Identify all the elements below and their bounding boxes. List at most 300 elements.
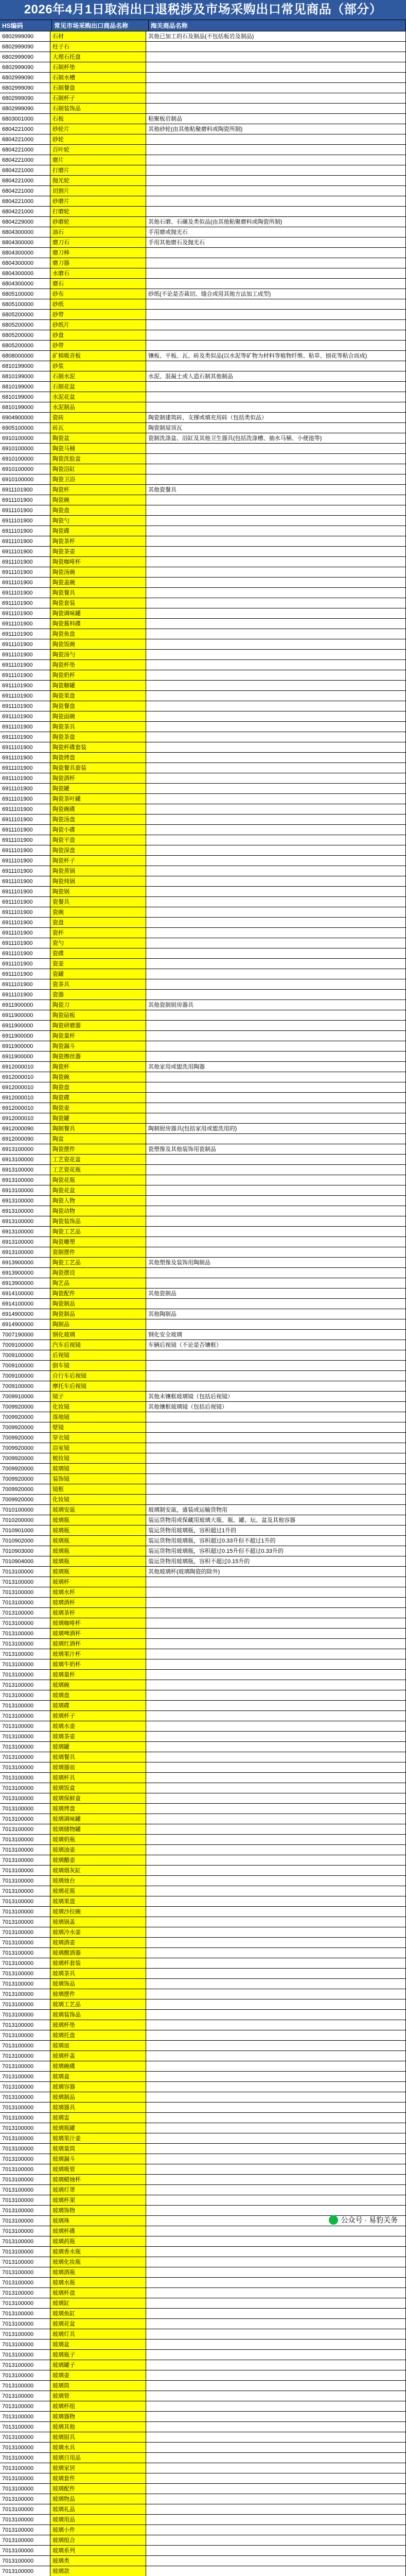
customs-name-cell <box>146 382 406 392</box>
customs-name-cell <box>146 2113 406 2123</box>
table-row <box>0 248 406 258</box>
market-name-cell: 玻璃镜 <box>50 1464 146 1474</box>
hs-code-cell: 7013100000 <box>0 1762 50 1773</box>
market-name-cell: 玻璃茶壶 <box>50 1732 146 1742</box>
market-name-cell: 陶瓷茶叶罐 <box>50 794 146 804</box>
table-row <box>0 371 406 382</box>
market-name-cell: 砂纸片 <box>50 320 146 330</box>
hs-code-cell: 7013100000 <box>0 2061 50 2072</box>
customs-name-cell <box>146 815 406 825</box>
customs-name-cell <box>146 2020 406 2030</box>
table-header <box>0 20 406 31</box>
market-name-cell: 落地镜 <box>50 1412 146 1422</box>
table-row <box>0 1371 406 1381</box>
table-row <box>0 2257 406 2267</box>
customs-name-cell <box>146 1196 406 1206</box>
customs-name-cell <box>146 1206 406 1216</box>
market-name-cell: 镜框 <box>50 1484 146 1495</box>
hs-code-cell: 6802999090 <box>0 104 50 114</box>
table-row <box>0 382 406 392</box>
market-name-cell: 玻璃器具 <box>50 2103 146 2113</box>
customs-name-cell <box>146 444 406 454</box>
market-name-cell: 玻璃盆 <box>50 2340 146 2350</box>
table-row <box>0 2247 406 2257</box>
customs-name-cell <box>146 196 406 207</box>
table-row <box>0 1546 406 1556</box>
table-row <box>0 31 406 42</box>
table-row <box>0 1989 406 1999</box>
market-name-cell: 玻璃灯具 <box>50 2329 146 2340</box>
hs-code-cell: 7013100000 <box>0 2288 50 2298</box>
market-name-cell: 切割片 <box>50 186 146 196</box>
hs-code-cell: 6911101900 <box>0 784 50 794</box>
table-row <box>0 1742 406 1752</box>
hs-code-cell: 6911101900 <box>0 990 50 1000</box>
market-name-cell: 玻璃器物 <box>50 2412 146 2422</box>
hs-code-cell: 7013100000 <box>0 1618 50 1629</box>
customs-name-cell <box>146 1155 406 1165</box>
market-name-cell: 瓷碗 <box>50 907 146 918</box>
table-row <box>0 2288 406 2298</box>
customs-name-cell <box>146 1917 406 1927</box>
market-name-cell: 陶瓷配件 <box>50 1289 146 1299</box>
hs-code-cell: 7013100000 <box>0 2123 50 2133</box>
customs-name-cell <box>146 1010 406 1021</box>
table-row <box>0 2494 406 2504</box>
table-row <box>0 1639 406 1649</box>
hs-code-cell: 7013100000 <box>0 2340 50 2350</box>
table-row <box>0 341 406 351</box>
customs-name-cell <box>146 2566 406 2576</box>
hs-code-cell: 7009920000 <box>0 1474 50 1484</box>
hs-code-cell: 7013100000 <box>0 2298 50 2309</box>
hs-code-cell: 6805100000 <box>0 299 50 310</box>
market-name-cell: 玻璃醒酒器 <box>50 1948 146 1958</box>
market-name-cell: 玻璃酒壶 <box>50 1938 146 1948</box>
customs-name-cell <box>146 1752 406 1762</box>
hs-code-cell: 6911101900 <box>0 773 50 784</box>
table-row <box>0 227 406 238</box>
market-name-cell: 玻璃管 <box>50 2391 146 2401</box>
table-row <box>0 2525 406 2535</box>
table-row <box>0 732 406 742</box>
market-name-cell: 陶瓷套装 <box>50 598 146 608</box>
customs-name-cell: 瓷制洗涤盆、浴缸及其他卫生器具(包括洗涤槽、抽水马桶、小便池等) <box>146 433 406 444</box>
table-row <box>0 1979 406 1989</box>
table-row <box>0 2133 406 2144</box>
table-row <box>0 845 406 856</box>
customs-name-cell: 其他陶制品 <box>146 1309 406 1319</box>
hs-code-cell: 6911900000 <box>0 1052 50 1062</box>
hs-code-cell: 7010901000 <box>0 1526 50 1536</box>
table-row <box>0 2432 406 2443</box>
customs-name-cell <box>146 1969 406 1979</box>
table-row <box>0 1206 406 1216</box>
hs-code-cell: 6911101900 <box>0 588 50 598</box>
market-name-cell: 玻璃香水瓶 <box>50 2247 146 2257</box>
hs-code-cell: 6911101900 <box>0 650 50 660</box>
market-name-cell: 玻璃锅盖 <box>50 1917 146 1927</box>
customs-name-cell <box>146 2195 406 2206</box>
hs-code-cell: 7013100000 <box>0 2216 50 2226</box>
market-name-cell: 陶瓷杯碟套装 <box>50 742 146 753</box>
table-row <box>0 2113 406 2123</box>
table-row <box>0 1598 406 1608</box>
table-row <box>0 2463 406 2473</box>
table-row <box>0 1515 406 1526</box>
hs-code-cell: 7013100000 <box>0 1835 50 1845</box>
market-name-cell: 陶瓷咖啡杯 <box>50 557 146 567</box>
customs-name-cell <box>146 1031 406 1041</box>
hs-code-cell: 6805200000 <box>0 310 50 320</box>
market-name-cell: 玻璃杯子 <box>50 1711 146 1721</box>
customs-name-cell <box>146 145 406 155</box>
hs-code-cell: 7009920000 <box>0 1484 50 1495</box>
table-row <box>0 2484 406 2494</box>
market-name-cell: 陶瓷漏斗 <box>50 1041 146 1052</box>
hs-code-cell: 7013100000 <box>0 2350 50 2360</box>
hs-code-cell: 7013100000 <box>0 1721 50 1732</box>
market-name-cell: 抛光轮 <box>50 176 146 186</box>
customs-name-cell <box>146 2432 406 2443</box>
market-name-cell: 玻璃罐 <box>50 1742 146 1752</box>
hs-code-cell: 7010904000 <box>0 1556 50 1567</box>
customs-name-cell <box>146 1082 406 1093</box>
table-row <box>0 1876 406 1886</box>
hs-code-cell: 6911900000 <box>0 1010 50 1021</box>
customs-name-cell <box>146 2546 406 2556</box>
hs-code-cell: 7013100000 <box>0 1866 50 1876</box>
market-name-cell: 陶瓷餐具套装 <box>50 763 146 773</box>
market-name-cell: 玻璃水具 <box>50 2443 146 2453</box>
hs-code-cell: 6804300000 <box>0 248 50 258</box>
table-row <box>0 1536 406 1546</box>
hs-code-cell: 7013100000 <box>0 2422 50 2432</box>
hs-code-cell: 7009920000 <box>0 1433 50 1443</box>
market-name-cell: 玻璃系列 <box>50 2546 146 2556</box>
hs-code-cell: 7009100000 <box>0 1350 50 1361</box>
hs-code-cell: 7013100000 <box>0 2370 50 2381</box>
table-row <box>0 402 406 413</box>
customs-name-cell <box>146 2525 406 2535</box>
customs-name-cell <box>146 1412 406 1422</box>
market-name-cell: 玻璃杯架 <box>50 2195 146 2206</box>
hs-code-cell: 6804221000 <box>0 134 50 145</box>
customs-name-cell <box>146 701 406 711</box>
table-row <box>0 73 406 83</box>
market-name-cell: 玻璃皿 <box>50 2041 146 2051</box>
market-name-cell: 陶瓷面碗 <box>50 711 146 722</box>
market-name-cell: 玻璃水瓶 <box>50 2278 146 2288</box>
hs-code-cell: 6805200000 <box>0 330 50 341</box>
hs-code-cell: 6911101900 <box>0 639 50 650</box>
table-row <box>0 1175 406 1185</box>
hs-code-cell: 7013100000 <box>0 2463 50 2473</box>
market-name-cell: 砂盘 <box>50 330 146 341</box>
hs-code-cell: 7013100000 <box>0 2195 50 2206</box>
table-row <box>0 1124 406 1134</box>
market-name-cell: 装饰镜 <box>50 1474 146 1484</box>
hs-code-cell: 6911101900 <box>0 825 50 835</box>
hs-code-cell: 6913100000 <box>0 1144 50 1155</box>
hs-code-cell: 6911101900 <box>0 608 50 619</box>
hs-code-cell: 6911101900 <box>0 938 50 948</box>
market-name-cell: 陶瓷动物 <box>50 1206 146 1216</box>
table-row <box>0 52 406 62</box>
hs-code-cell: 7013100000 <box>0 1752 50 1762</box>
table-row <box>0 2010 406 2020</box>
customs-name-cell <box>146 1072 406 1082</box>
market-name-cell: 陶瓷烤盘 <box>50 753 146 763</box>
hs-code-cell: 7013100000 <box>0 2401 50 2412</box>
table-row <box>0 1670 406 1680</box>
customs-name-cell <box>146 990 406 1000</box>
market-name-cell: 浴室镜 <box>50 1443 146 1453</box>
table-row <box>0 907 406 918</box>
customs-name-cell <box>146 2185 406 2195</box>
table-row <box>0 2546 406 2556</box>
table-row <box>0 2175 406 2185</box>
table-row <box>0 526 406 536</box>
table-row <box>0 681 406 691</box>
hs-code-cell: 6804300000 <box>0 227 50 238</box>
customs-name-cell <box>146 155 406 165</box>
customs-name-cell <box>146 2484 406 2494</box>
market-name-cell: 玻璃安瓿 <box>50 1505 146 1515</box>
table-row <box>0 423 406 433</box>
table-row <box>0 1041 406 1052</box>
table-row <box>0 2236 406 2247</box>
customs-name-cell <box>146 2133 406 2144</box>
table-row <box>0 464 406 474</box>
hs-code-cell: 7013100000 <box>0 1701 50 1711</box>
hs-code-cell: 6911101900 <box>0 691 50 701</box>
market-name-cell: 水泥制品 <box>50 402 146 413</box>
customs-name-cell: 装运货物用或保藏用玻璃大瓶、瓶、罐、坛、盆及其他容器 <box>146 1515 406 1526</box>
customs-name-cell <box>146 1670 406 1680</box>
customs-name-cell <box>146 1958 406 1969</box>
hs-code-cell: 6804221000 <box>0 186 50 196</box>
hs-code-cell: 6911101900 <box>0 804 50 815</box>
table-row <box>0 1927 406 1938</box>
market-name-cell: 玻璃花盆 <box>50 2319 146 2329</box>
market-name-cell: 陶瓷盘 <box>50 1082 146 1093</box>
table-row <box>0 1824 406 1835</box>
customs-name-cell <box>146 1680 406 1690</box>
customs-name-cell <box>146 1237 406 1247</box>
hs-code-cell: 7013100000 <box>0 1896 50 1907</box>
customs-name-cell <box>146 1979 406 1989</box>
table-row <box>0 1711 406 1721</box>
market-name-cell: 砂磨片 <box>50 196 146 207</box>
table-row <box>0 1762 406 1773</box>
table-row <box>0 289 406 299</box>
customs-name-cell <box>146 753 406 763</box>
customs-name-cell <box>146 804 406 815</box>
hs-code-cell: 6913100000 <box>0 1155 50 1165</box>
customs-name-cell: 其他瓷制品 <box>146 1289 406 1299</box>
hs-code-cell: 6802999090 <box>0 62 50 73</box>
hs-code-cell: 6911101900 <box>0 887 50 897</box>
customs-name-cell <box>146 1299 406 1309</box>
market-name-cell: 大理石托盘 <box>50 52 146 62</box>
hs-code-cell: 6803001000 <box>0 114 50 124</box>
hs-code-cell: 7013100000 <box>0 2257 50 2267</box>
hs-code-cell: 6804221000 <box>0 124 50 134</box>
table-row <box>0 1577 406 1587</box>
table-row <box>0 1783 406 1793</box>
hs-code-cell: 7013100000 <box>0 1958 50 1969</box>
customs-name-cell <box>146 1999 406 2010</box>
hs-code-cell: 6911101900 <box>0 495 50 505</box>
customs-name-cell <box>146 742 406 753</box>
market-name-cell: 玻璃烤盘 <box>50 1804 146 1814</box>
hs-code-cell: 6911101900 <box>0 629 50 639</box>
hs-code-cell: 7013100000 <box>0 2360 50 2370</box>
customs-name-cell <box>146 2154 406 2164</box>
market-name-cell: 玻璃瓶 <box>50 1515 146 1526</box>
hs-code-cell: 6911900000 <box>0 1031 50 1041</box>
market-name-cell: 玻璃冷水壶 <box>50 1927 146 1938</box>
customs-name-cell <box>146 104 406 114</box>
hs-code-cell: 7013100000 <box>0 1917 50 1927</box>
customs-name-cell <box>146 42 406 52</box>
market-name-cell: 玻璃物品 <box>50 2494 146 2504</box>
hs-code-cell: 7013100000 <box>0 1814 50 1824</box>
customs-name-cell <box>146 1319 406 1330</box>
table-row <box>0 1618 406 1629</box>
table-row <box>0 495 406 505</box>
footer <box>0 2213 406 2227</box>
customs-name-cell <box>146 2164 406 2175</box>
customs-name-cell <box>146 2247 406 2257</box>
hs-code-cell: 7013100000 <box>0 1629 50 1639</box>
customs-name-cell: 其他未镶框玻璃镜（包括后视镜） <box>146 1392 406 1402</box>
hs-code-cell: 6911101900 <box>0 856 50 866</box>
table-row <box>0 691 406 701</box>
table-row <box>0 2556 406 2566</box>
market-name-cell: 陶瓷饭碗 <box>50 639 146 650</box>
table-row <box>0 1629 406 1639</box>
table-row <box>0 1010 406 1021</box>
market-name-cell: 瓷餐具 <box>50 897 146 907</box>
hs-code-cell: 7013100000 <box>0 2041 50 2051</box>
table-row <box>0 1247 406 1258</box>
hs-code-cell: 7013100000 <box>0 2412 50 2422</box>
customs-name-cell <box>146 207 406 217</box>
market-name-cell: 玻璃蜡烛杯 <box>50 2175 146 2185</box>
hs-code-cell: 6911101900 <box>0 928 50 938</box>
hs-code-cell: 7013100000 <box>0 2030 50 2041</box>
table-row <box>0 1495 406 1505</box>
customs-name-cell <box>146 1639 406 1649</box>
market-name-cell: 陶瓷罐 <box>50 1113 146 1124</box>
hs-code-cell: 6911101900 <box>0 753 50 763</box>
customs-name-cell <box>146 1464 406 1474</box>
customs-name-cell <box>146 2082 406 2092</box>
customs-name-cell <box>146 876 406 887</box>
customs-name-cell: 陶瓷制屋顶瓦 <box>146 423 406 433</box>
customs-name-cell <box>146 1433 406 1443</box>
hs-code-cell: 7013100000 <box>0 2113 50 2123</box>
hs-code-cell: 7013100000 <box>0 2546 50 2556</box>
market-name-cell: 玻璃其他 <box>50 2422 146 2432</box>
table-row <box>0 2051 406 2061</box>
hs-code-cell: 6911101900 <box>0 578 50 588</box>
market-name-cell: 打磨片 <box>50 165 146 176</box>
hs-code-cell: 7009920000 <box>0 1443 50 1453</box>
customs-name-cell <box>146 1165 406 1175</box>
table-row <box>0 1309 406 1319</box>
market-name-cell: 陶瓷平盘 <box>50 835 146 845</box>
hs-code-cell: 7013100000 <box>0 2515 50 2525</box>
table-row <box>0 2504 406 2515</box>
customs-name-cell <box>146 2370 406 2381</box>
hs-code-cell: 6911900000 <box>0 1000 50 1010</box>
hs-code-cell: 6911101900 <box>0 598 50 608</box>
customs-name-cell <box>146 825 406 835</box>
market-name-cell: 玻璃餐具 <box>50 1752 146 1762</box>
customs-name-cell <box>146 670 406 681</box>
market-name-cell: 陶瓷果盘 <box>50 691 146 701</box>
hs-code-cell: 6911101900 <box>0 969 50 979</box>
table-row <box>0 969 406 979</box>
hs-code-cell: 6911101900 <box>0 660 50 670</box>
market-name-cell: 陶瓷鱼盘 <box>50 629 146 639</box>
customs-name-cell <box>146 505 406 516</box>
customs-name-cell <box>146 2360 406 2370</box>
hs-code-cell: 6913100000 <box>0 1227 50 1237</box>
market-name-cell: 陶瓷汤勺 <box>50 650 146 660</box>
hs-code-cell: 7013100000 <box>0 1773 50 1783</box>
market-name-cell: 摩托车后视镜 <box>50 1381 146 1392</box>
hs-code-cell: 7013100000 <box>0 1948 50 1958</box>
hs-code-cell: 6905100000 <box>0 423 50 433</box>
hs-code-cell: 6911101900 <box>0 485 50 495</box>
hs-code-cell: 7013100000 <box>0 2206 50 2216</box>
customs-name-cell <box>146 1484 406 1495</box>
hs-code-cell: 7010200000 <box>0 1515 50 1526</box>
customs-name-cell <box>146 1453 406 1464</box>
hs-code-cell: 6913900000 <box>0 1278 50 1289</box>
hs-code-cell: 7013100000 <box>0 1824 50 1835</box>
customs-name-cell <box>146 2030 406 2041</box>
customs-name-cell <box>146 578 406 588</box>
hs-code-cell: 6912000010 <box>0 1093 50 1103</box>
customs-name-cell <box>146 1855 406 1866</box>
market-name-cell: 玻璃酒瓶 <box>50 2267 146 2278</box>
customs-name-cell <box>146 248 406 258</box>
table-row <box>0 2082 406 2092</box>
table-row <box>0 2422 406 2432</box>
table-row <box>0 1412 406 1422</box>
customs-name-cell <box>146 629 406 639</box>
hs-code-cell: 7013100000 <box>0 2154 50 2164</box>
table-row <box>0 2164 406 2175</box>
table-row <box>0 948 406 959</box>
customs-name-cell <box>146 2298 406 2309</box>
customs-name-cell <box>146 2381 406 2391</box>
customs-name-cell <box>146 134 406 145</box>
customs-name-cell <box>146 464 406 474</box>
hs-code-cell: 7013100000 <box>0 2494 50 2504</box>
market-name-cell: 玻璃化妆瓶 <box>50 2257 146 2267</box>
hs-code-cell: 7013100000 <box>0 1855 50 1866</box>
market-name-cell: 陶瓷花盆 <box>50 1185 146 1196</box>
table-row <box>0 557 406 567</box>
table-row <box>0 2267 406 2278</box>
table-row <box>0 1289 406 1299</box>
